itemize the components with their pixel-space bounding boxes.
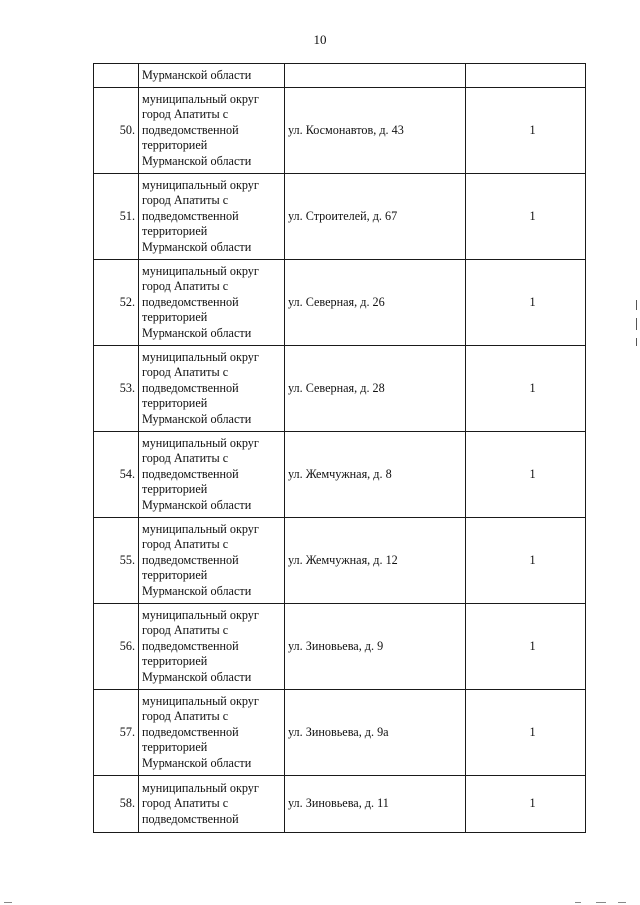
quantity-cell: 1 (466, 776, 586, 833)
row-number-cell: 57. (94, 690, 139, 776)
address-cell: ул. Северная, д. 28 (285, 346, 466, 432)
municipality-line: подведомственной (142, 811, 239, 826)
municipality-line: подведомственной (142, 122, 239, 137)
municipality-line: территорией (142, 654, 208, 669)
municipality-line: город Апатиты с (142, 623, 229, 638)
row-number-cell: 50. (94, 88, 139, 174)
municipality-cell (139, 432, 285, 518)
scan-speck (618, 902, 626, 903)
municipality-line: Мурманской области (142, 67, 252, 82)
municipality-line: Мурманской области (142, 497, 252, 512)
municipality-cell (139, 690, 285, 776)
municipality-line: город Апатиты с (142, 537, 229, 552)
row-number-cell: 58. (94, 776, 139, 833)
municipality-cell (139, 346, 285, 432)
address-cell: ул. Северная, д. 26 (285, 260, 466, 346)
municipality-line: город Апатиты с (142, 279, 229, 294)
address-cell (285, 64, 466, 88)
address-cell: ул. Зиновьева, д. 9а (285, 690, 466, 776)
municipality-line: город Апатиты с (142, 107, 229, 122)
municipality-line: территорией (142, 740, 208, 755)
municipality-cell (139, 776, 285, 833)
table-row (94, 88, 586, 174)
quantity-cell: 1 (466, 690, 586, 776)
table-row (94, 346, 586, 432)
municipality-line: подведомственной (142, 466, 239, 481)
quantity-cell (466, 64, 586, 88)
municipality-line: подведомственной (142, 638, 239, 653)
municipality-line: муниципальный округ (142, 435, 259, 450)
row-number-cell: 55. (94, 518, 139, 604)
row-number-cell: 51. (94, 174, 139, 260)
municipality-line: город Апатиты с (142, 451, 229, 466)
quantity-cell: 1 (466, 88, 586, 174)
row-number-cell: 54. (94, 432, 139, 518)
scan-speck (4, 902, 12, 903)
municipality-line: муниципальный округ (142, 263, 259, 278)
municipality-line: муниципальный округ (142, 91, 259, 106)
row-number-cell (94, 64, 139, 88)
table-row (94, 174, 586, 260)
page-number: 10 (313, 32, 327, 47)
municipality-line: муниципальный округ (142, 607, 259, 622)
address-cell: ул. Жемчужная, д. 12 (285, 518, 466, 604)
municipality-line: территорией (142, 568, 208, 583)
address-cell: ул. Строителей, д. 67 (285, 174, 466, 260)
municipality-line: Мурманской области (142, 325, 252, 340)
municipality-line: подведомственной (142, 208, 239, 223)
address-cell: ул. Жемчужная, д. 8 (285, 432, 466, 518)
table-row (94, 518, 586, 604)
municipality-line: муниципальный округ (142, 521, 259, 536)
municipality-line: Мурманской области (142, 153, 252, 168)
scan-speck (575, 902, 581, 903)
municipality-line: муниципальный округ (142, 349, 259, 364)
municipality-line: подведомственной (142, 294, 239, 309)
quantity-cell: 1 (466, 518, 586, 604)
municipality-line: город Апатиты с (142, 796, 229, 811)
municipality-line: подведомственной (142, 380, 239, 395)
municipality-line: территорией (142, 482, 208, 497)
row-number-cell: 53. (94, 346, 139, 432)
scan-edge-mark (636, 318, 637, 330)
municipality-line: Мурманской области (142, 669, 252, 684)
municipality-cell (139, 604, 285, 690)
table-row (94, 604, 586, 690)
municipality-line: город Апатиты с (142, 365, 229, 380)
scan-speck (596, 902, 606, 903)
table-row (94, 776, 586, 833)
quantity-cell: 1 (466, 260, 586, 346)
scan-edge-mark (636, 338, 637, 346)
quantity-cell: 1 (466, 432, 586, 518)
table-row (94, 432, 586, 518)
address-table (93, 63, 586, 833)
address-cell: ул. Космонавтов, д. 43 (285, 88, 466, 174)
quantity-cell: 1 (466, 174, 586, 260)
quantity-cell: 1 (466, 604, 586, 690)
municipality-line: Мурманской области (142, 755, 252, 770)
municipality-line: муниципальный округ (142, 780, 259, 795)
quantity-cell: 1 (466, 346, 586, 432)
table-row (94, 690, 586, 776)
municipality-cell (139, 88, 285, 174)
address-cell: ул. Зиновьева, д. 9 (285, 604, 466, 690)
municipality-line: территорией (142, 224, 208, 239)
municipality-line: территорией (142, 310, 208, 325)
scan-edge-mark (636, 300, 637, 310)
municipality-line: Мурманской области (142, 583, 252, 598)
municipality-line: подведомственной (142, 552, 239, 567)
address-cell: ул. Зиновьева, д. 11 (285, 776, 466, 833)
table-body (94, 64, 586, 833)
municipality-line: территорией (142, 396, 208, 411)
municipality-line: город Апатиты с (142, 709, 229, 724)
municipality-line: территорией (142, 138, 208, 153)
municipality-line: муниципальный округ (142, 177, 259, 192)
municipality-cell (139, 174, 285, 260)
row-number-cell: 56. (94, 604, 139, 690)
municipality-cell (139, 64, 285, 88)
municipality-line: Мурманской области (142, 239, 252, 254)
municipality-line: муниципальный округ (142, 693, 259, 708)
municipality-cell (139, 260, 285, 346)
municipality-cell (139, 518, 285, 604)
table-row (94, 260, 586, 346)
municipality-line: город Апатиты с (142, 193, 229, 208)
table-row-continuation (94, 64, 586, 88)
municipality-line: подведомственной (142, 724, 239, 739)
row-number-cell: 52. (94, 260, 139, 346)
municipality-line: Мурманской области (142, 411, 252, 426)
